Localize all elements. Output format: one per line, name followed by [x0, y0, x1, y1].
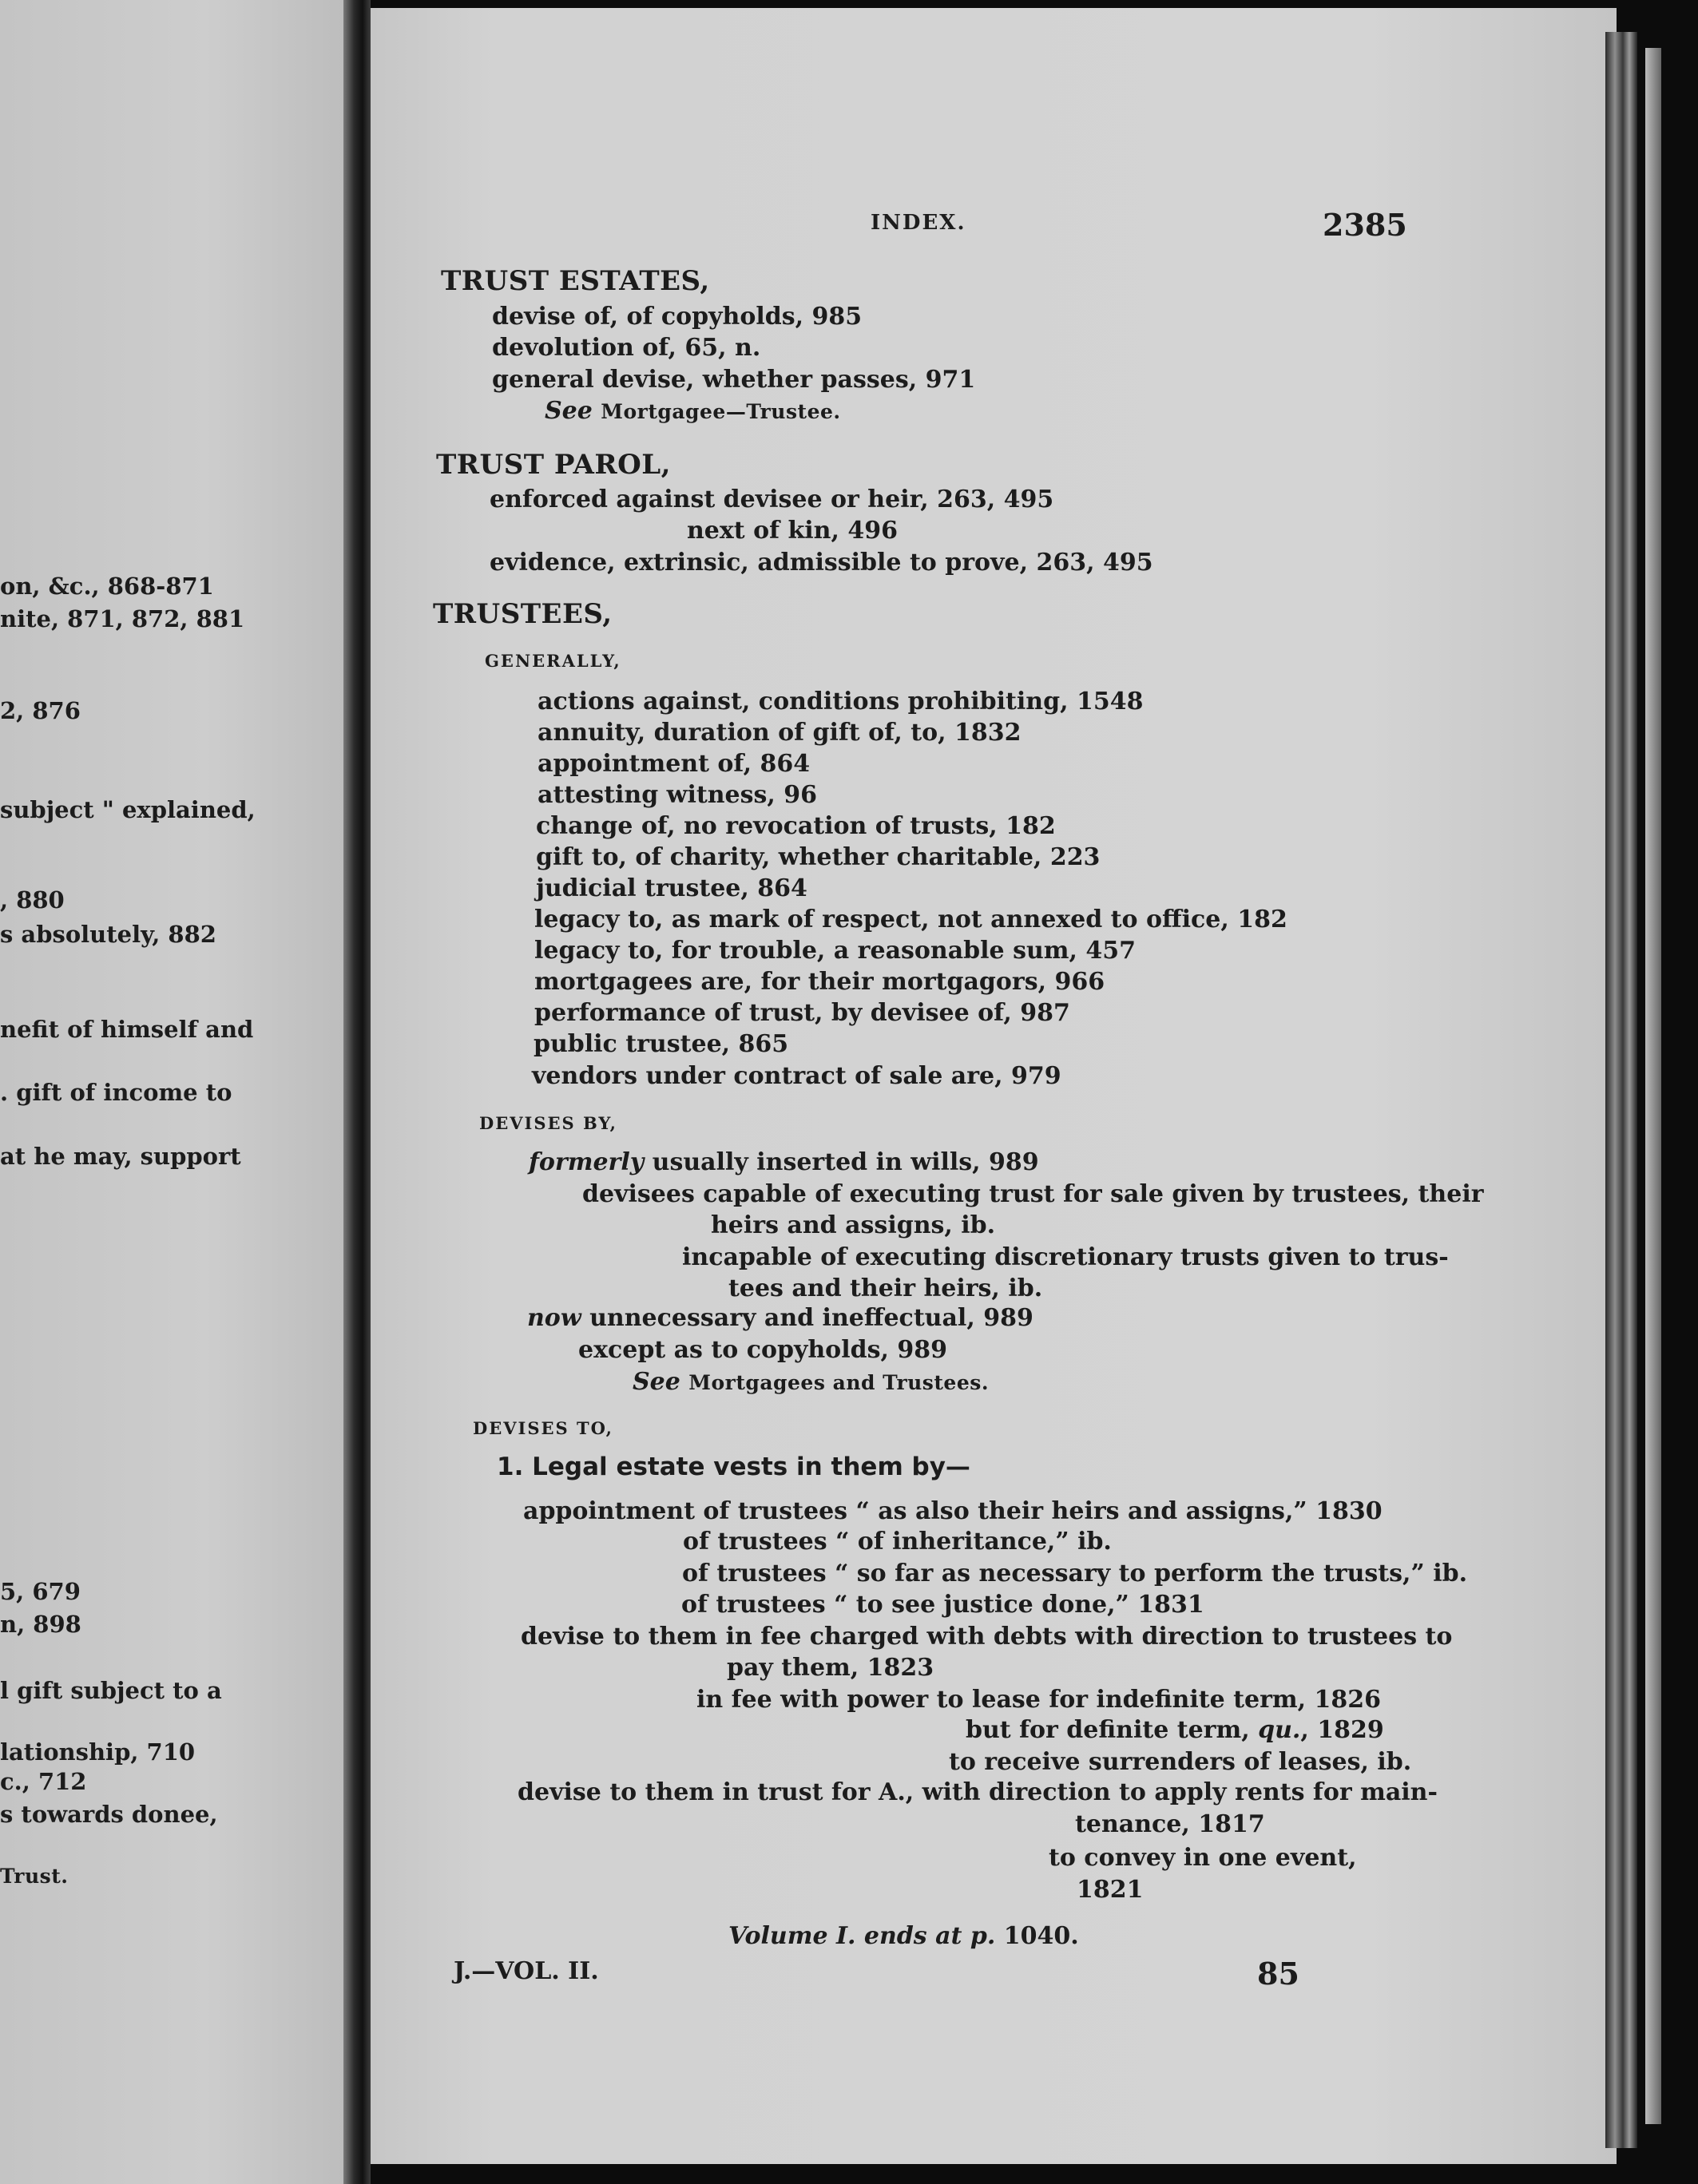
left-line: subject " explained,: [0, 796, 256, 823]
left-line: at he may, support: [0, 1143, 241, 1170]
index-line: public trustee, 865: [534, 1030, 789, 1058]
entry-heading: TRUST ESTATES,: [441, 265, 710, 297]
see-word: See: [545, 397, 593, 425]
left-line: , 880: [0, 886, 65, 914]
term-text: but for definite term,: [966, 1716, 1259, 1744]
index-line: devise of, of copyholds, 985: [492, 303, 863, 331]
now-word: now: [527, 1304, 581, 1332]
see-target: Mortgagees and Trustees.: [688, 1371, 990, 1394]
index-line: of trustees “ so far as necessary to perform the trusts,” ib.: [682, 1560, 1468, 1587]
page-number: 2385: [1323, 207, 1407, 243]
entry-heading: TRUST PAROL,: [436, 449, 671, 481]
index-line: change of, no revocation of trusts, 182: [536, 812, 1056, 840]
left-line: lationship, 710: [0, 1738, 196, 1766]
index-line: appointment of, 864: [538, 750, 811, 778]
index-line: evidence, extrinsic, admissible to prove, 263, 495: [490, 549, 1153, 577]
volume-note: [728, 1923, 1079, 1950]
page-edge-outer: [1645, 48, 1661, 2124]
section-heading: 1. Legal estate vests in them by—: [497, 1453, 970, 1481]
index-line: tenance, 1817: [1075, 1810, 1265, 1838]
qu-word: qu.: [1258, 1716, 1301, 1744]
see-word: See: [633, 1368, 680, 1396]
subheading: GENERALLY,: [485, 651, 621, 671]
term-ref: , 1829: [1300, 1716, 1384, 1744]
index-line: annuity, duration of gift of, to, 1832: [538, 719, 1022, 747]
index-line: 1821: [1077, 1876, 1144, 1904]
left-line: 5, 679: [0, 1578, 81, 1605]
left-line: on, &c., 868-871: [0, 573, 214, 600]
index-line: of trustees “ to see justice done,” 1831: [681, 1591, 1204, 1619]
running-title: INDEX.: [871, 211, 966, 235]
index-line: devise to them in trust for A., with direction to apply rents for main-: [518, 1778, 1438, 1806]
volume-note-text: Volume I. ends at p.: [728, 1922, 996, 1950]
page-edge: [1605, 32, 1637, 2148]
cross-reference: [633, 1369, 989, 1397]
index-line: next of kin, 496: [687, 517, 898, 545]
left-line: n, 898: [0, 1611, 81, 1638]
index-line: heirs and assigns, ib.: [711, 1211, 996, 1239]
book-gutter: [343, 0, 371, 2184]
left-line: Trust.: [0, 1865, 69, 1888]
index-line: legacy to, as mark of respect, not annexed to office, 182: [534, 906, 1287, 933]
index-line: incapable of executing discretionary trusts given to trus-: [682, 1243, 1449, 1271]
left-line: nite, 871, 872, 881: [0, 605, 245, 632]
sheet-number: 85: [1257, 1956, 1299, 1992]
index-line: pay them, 1823: [727, 1654, 934, 1682]
subheading: DEVISES BY,: [479, 1113, 617, 1133]
signature-mark: J.—VOL. II.: [454, 1957, 599, 1985]
left-line: nefit of himself and: [0, 1016, 254, 1043]
left-line: s absolutely, 882: [0, 921, 216, 948]
formerly-text: usually inserted in wills, 989: [644, 1148, 1039, 1176]
index-line: in fee with power to lease for indefinite term, 1826: [696, 1686, 1382, 1714]
left-line: . gift of income to: [0, 1079, 232, 1106]
index-line: [966, 1717, 1384, 1744]
index-line: judicial trustee, 864: [536, 874, 807, 902]
index-line: [529, 1149, 1039, 1176]
formerly-word: formerly: [529, 1148, 645, 1176]
index-line: actions against, conditions prohibiting, 1548: [538, 688, 1144, 715]
index-line: gift to, of charity, whether charitable, 223: [536, 843, 1101, 871]
index-line: vendors under contract of sale are, 979: [532, 1062, 1061, 1090]
index-line: mortgagees are, for their mortgagors, 966: [534, 968, 1105, 996]
index-line: of trustees “ of inheritance,” ib.: [683, 1528, 1112, 1556]
index-line: devise to them in fee charged with debts with direction to trustees to: [521, 1623, 1453, 1651]
index-line: devolution of, 65, n.: [492, 334, 761, 362]
index-line: devisees capable of executing trust for sale given by trustees, their: [582, 1180, 1484, 1208]
index-line: performance of trust, by devisee of, 987: [534, 999, 1070, 1027]
entry-heading: TRUSTEES,: [433, 598, 613, 630]
index-line: to convey in one event,: [1049, 1844, 1357, 1872]
see-target: Mortgagee—Trustee.: [601, 400, 841, 423]
volume-note-page: 1040.: [995, 1922, 1079, 1950]
index-line: attesting witness, 96: [538, 781, 818, 809]
index-line: [527, 1305, 1033, 1332]
index-line: general devise, whether passes, 971: [492, 366, 976, 394]
subheading: DEVISES TO,: [473, 1418, 613, 1438]
index-line: enforced against devisee or heir, 263, 495: [490, 486, 1054, 513]
index-line: except as to copyholds, 989: [578, 1336, 947, 1364]
index-line: appointment of trustees “ as also their heirs and assigns,” 1830: [523, 1497, 1383, 1525]
left-line: 2, 876: [0, 697, 81, 724]
cross-reference: [545, 398, 841, 426]
left-line: l gift subject to a: [0, 1677, 222, 1704]
left-line: s towards donee,: [0, 1801, 218, 1828]
now-text: unnecessary and ineffectual, 989: [581, 1304, 1033, 1332]
index-line: to receive surrenders of leases, ib.: [949, 1748, 1412, 1776]
index-line: legacy to, for trouble, a reasonable sum, 457: [534, 937, 1137, 965]
left-page: [0, 0, 343, 2184]
left-line: c., 712: [0, 1768, 87, 1795]
index-line: tees and their heirs, ib.: [728, 1274, 1043, 1302]
